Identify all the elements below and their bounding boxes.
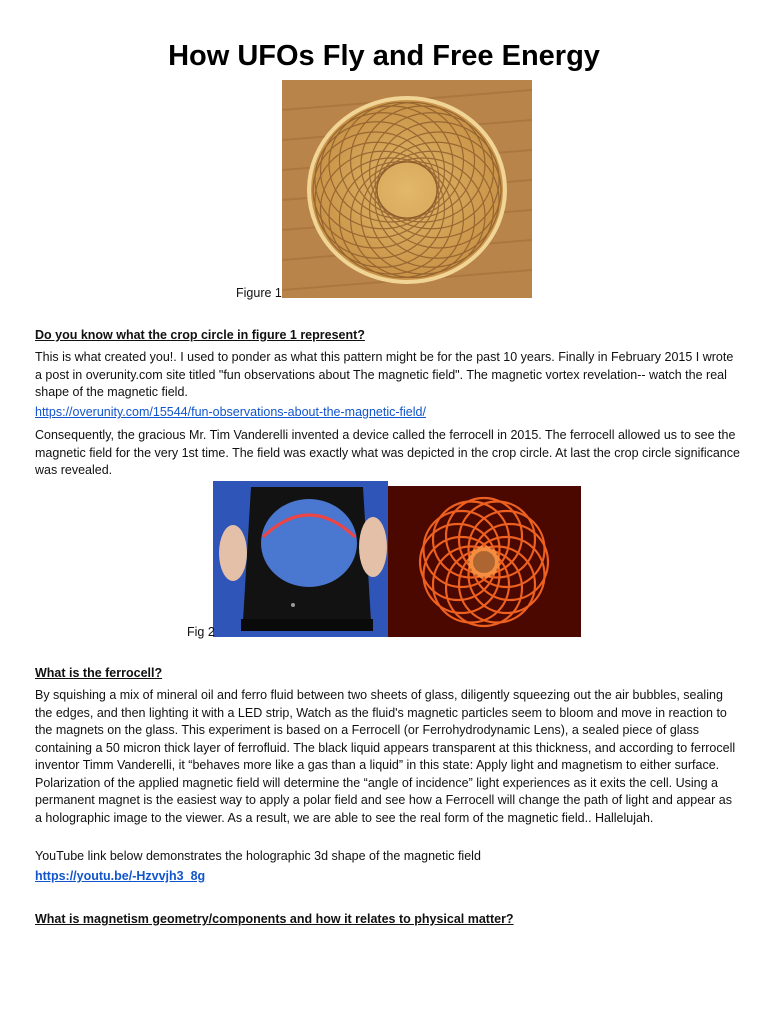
paragraph-ferrocell-description: By squishing a mix of mineral oil and ferro fluid between two sheets of glass, diligently squeezing out the air bubbles, sealing the edges, and then lighting it with a LED strip, Watch as the fluid's magnetic particles seem to bloom and move in reaction to the magnets on the glass. This experiment is based on a Ferrocell (or Ferrohydrodynamic Lens), a sealed piece of glass containing a 50 micron thick layer of ferrofluid. The black liquid appears transparent at this thickness, and according to ferrocell inventor Timm Vanderelli, it “behaves more like a gas than a liquid” in this state: Apply light and magnetism to either surface. Polarization of the applied magnetic field will determine the “angle of incidence” light experiences as it exits the cell. Using a permanent magnet is the easiest way to apply a polar field and see how a Ferrocell will change the path of light and appear as a holographic image to the viewer. As a result, we are able to see the real form of the magnetic field.. Hallelujah. xyxy=(35,688,736,825)
question-magnetism-geometry: What is magnetism geometry/components and how it relates to physical matter? xyxy=(35,912,514,926)
question-crop-circle: Do you know what the crop circle in figure 1 represent? xyxy=(35,328,365,342)
crop-circle-image xyxy=(282,80,532,298)
youtube-link[interactable]: https://youtu.be/-Hzvvjh3_8g xyxy=(35,869,206,883)
ferrocell-magnetic-field-image xyxy=(388,486,581,637)
figure2-caption: Fig 2 xyxy=(187,625,215,639)
ferrocell-box-image xyxy=(213,481,388,637)
figure1-caption: Figure 1 xyxy=(236,286,282,300)
document-title: How UFOs Fly and Free Energy xyxy=(168,40,600,72)
overunity-link[interactable]: https://overunity.com/15544/fun-observations-about-the-magnetic-field/ xyxy=(35,405,426,419)
paragraph-intro: This is what created you!. I used to ponder as what this pattern might be for the past 10 years. Finally in February 2015 I wrote a post in overunity.com site titled "fun observations about The magnetic field". The magnetic vortex revelation-- watch the real shape of the magnetic field. xyxy=(35,350,734,399)
paragraph-ferrocell-invention: Consequently, the gracious Mr. Tim Vanderelli invented a device called the ferrocell in 2015. The ferrocell allowed us to see the magnetic field for the very 1st time. The field was exactly what was depicted in the crop circle. At last the crop circle significance was revealed. xyxy=(35,428,740,477)
paragraph-youtube-intro: YouTube link below demonstrates the holographic 3d shape of the magnetic field xyxy=(35,849,481,863)
question-what-is-ferrocell: What is the ferrocell? xyxy=(35,666,163,680)
